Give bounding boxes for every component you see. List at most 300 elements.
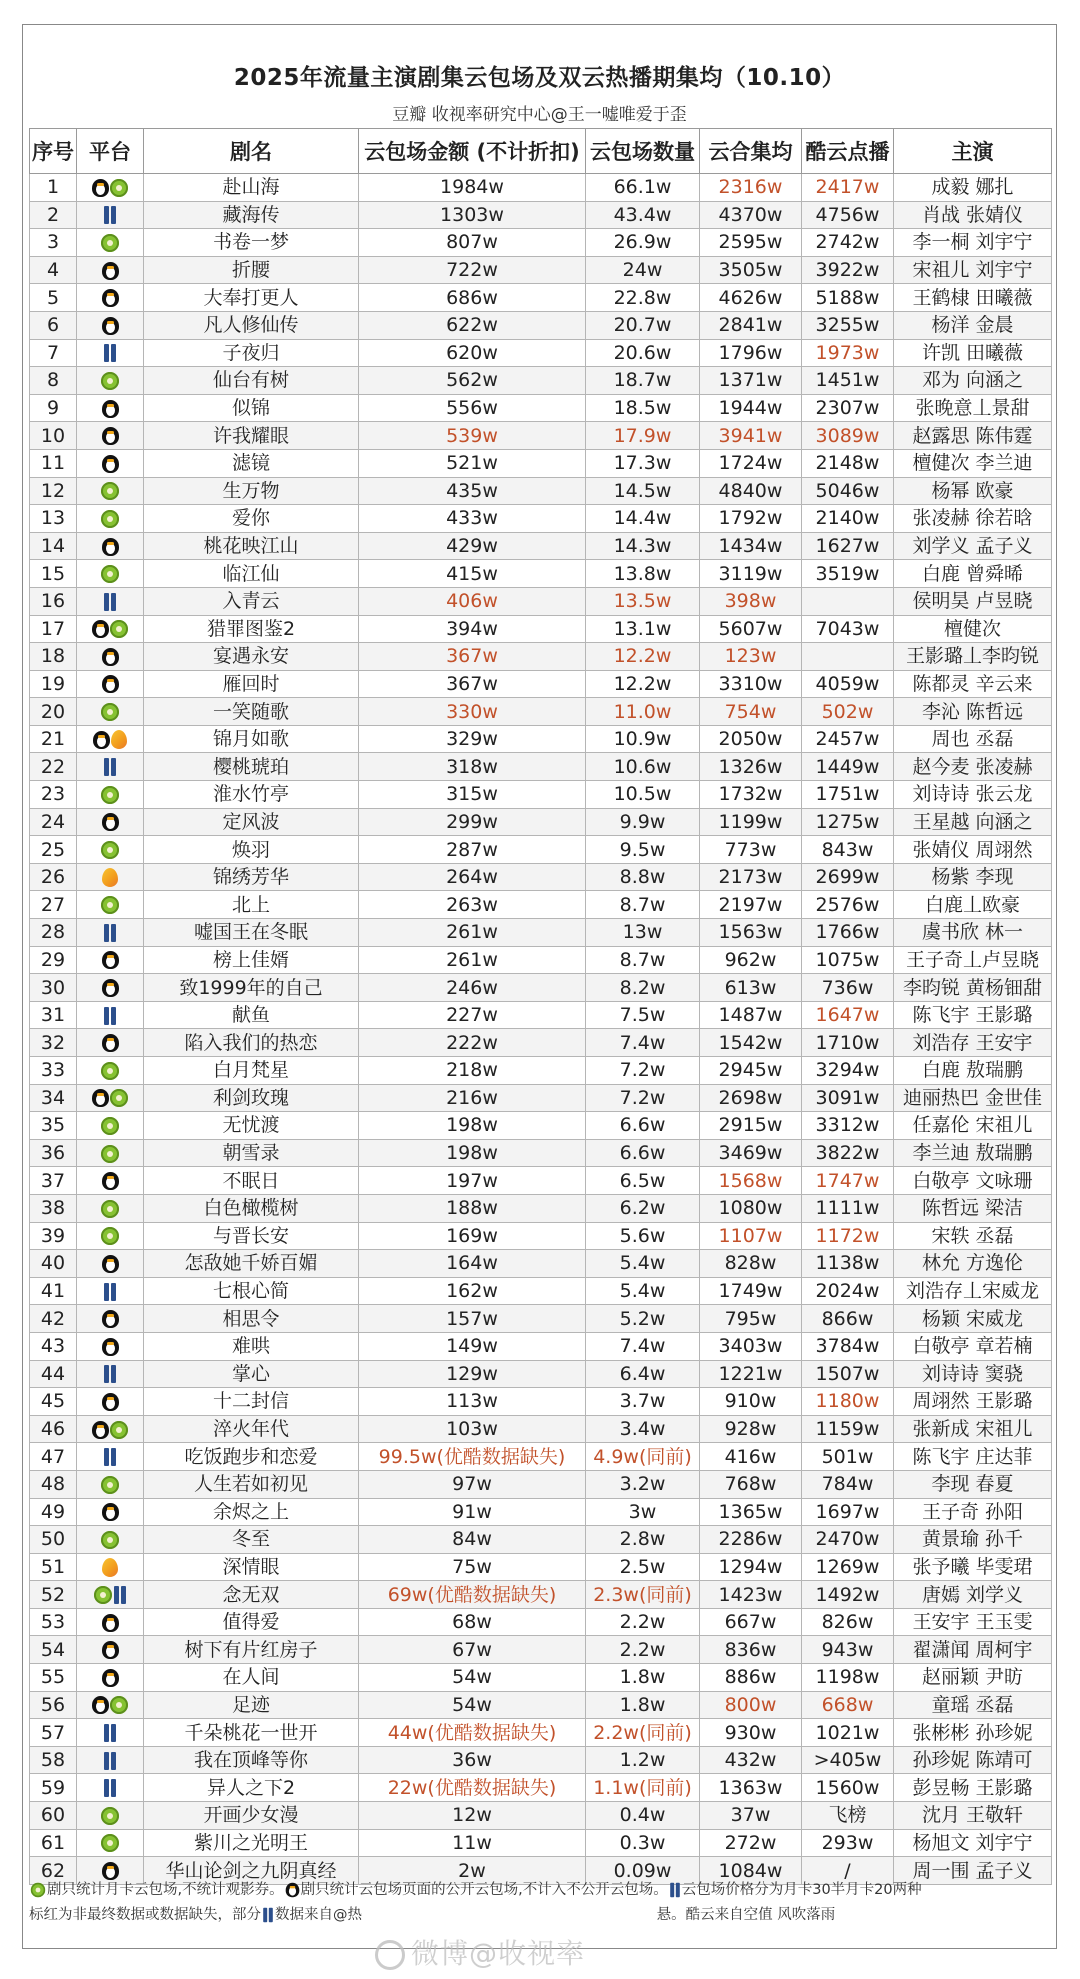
- cell-kuyun-vod: 2140w: [802, 505, 894, 533]
- cell-count: 2.8w: [586, 1526, 700, 1554]
- table-row: [30, 919, 1052, 947]
- footnote-text: 剧只统计云包场页面的公开云包场,不计入不公开云包场。: [300, 1882, 668, 1898]
- cell-platform: [77, 1057, 144, 1085]
- cell-no: 26: [30, 863, 77, 891]
- cell-count: 1.8w: [586, 1664, 700, 1692]
- cell-yunhe-avg: 2841w: [700, 311, 802, 339]
- cell-yunhe-avg: 2698w: [700, 1084, 802, 1112]
- cell-amount: 188w: [359, 1194, 586, 1222]
- cell-platform: [77, 201, 144, 229]
- cell-no: 40: [30, 1250, 77, 1278]
- cell-kuyun-vod: 3822w: [802, 1139, 894, 1167]
- cell-platform: [77, 781, 144, 809]
- cell-drama-name: 赴山海: [144, 174, 359, 202]
- cell-no: 57: [30, 1719, 77, 1747]
- cell-kuyun-vod: 736w: [802, 974, 894, 1002]
- cell-drama-name: 焕羽: [144, 836, 359, 864]
- cell-cast: 彭昱畅 王影璐: [894, 1774, 1052, 1802]
- platform-icons: [103, 206, 117, 224]
- cell-amount: 149w: [359, 1332, 586, 1360]
- cell-no: 46: [30, 1415, 77, 1443]
- cell-drama-name: 书卷一梦: [144, 229, 359, 257]
- cell-kuyun-vod: 2742w: [802, 229, 894, 257]
- cell-kuyun-vod: 3294w: [802, 1057, 894, 1085]
- table-row: [30, 229, 1052, 257]
- cell-cast: 李现 春夏: [894, 1470, 1052, 1498]
- cell-count: 20.6w: [586, 339, 700, 367]
- cell-kuyun-vod: 1451w: [802, 367, 894, 395]
- table-row: [30, 477, 1052, 505]
- platform-icons: [92, 179, 128, 197]
- iqiyi-icon: [101, 1834, 119, 1852]
- cell-no: 36: [30, 1139, 77, 1167]
- cell-drama-name: 榜上佳婿: [144, 946, 359, 974]
- tencent-icon: [102, 289, 119, 307]
- cell-platform: [77, 1443, 144, 1471]
- cell-platform: [77, 891, 144, 919]
- cell-kuyun-vod: 5046w: [802, 477, 894, 505]
- footnote-text: 剧只统计月卡云包场,不统计观影券。: [47, 1882, 284, 1898]
- cell-count: 6.6w: [586, 1139, 700, 1167]
- cell-cast: 张婧仪 周翊然: [894, 836, 1052, 864]
- platform-icons: [102, 262, 119, 280]
- cell-cast: 杨洋 金晨: [894, 311, 1052, 339]
- cell-count: 2.2w(同前): [586, 1719, 700, 1747]
- cell-kuyun-vod: 1647w: [802, 1001, 894, 1029]
- cell-kuyun-vod: 668w: [802, 1691, 894, 1719]
- iqiyi-icon: [101, 841, 119, 859]
- cell-drama-name: 深情眼: [144, 1553, 359, 1581]
- cell-yunhe-avg: 795w: [700, 1305, 802, 1333]
- cell-yunhe-avg: 1080w: [700, 1194, 802, 1222]
- table-row: [30, 256, 1052, 284]
- cell-drama-name: 吃饭跑步和恋爱: [144, 1443, 359, 1471]
- cell-amount: 394w: [359, 615, 586, 643]
- cell-amount: 103w: [359, 1415, 586, 1443]
- table-row: [30, 560, 1052, 588]
- cell-yunhe-avg: 773w: [700, 836, 802, 864]
- table-row: [30, 643, 1052, 671]
- cell-yunhe-avg: 1294w: [700, 1553, 802, 1581]
- cell-cast: 白鹿 曾舜晞: [894, 560, 1052, 588]
- cell-count: 8.7w: [586, 946, 700, 974]
- cell-yunhe-avg: 768w: [700, 1470, 802, 1498]
- cell-platform: [77, 1829, 144, 1857]
- table-row: [30, 1277, 1052, 1305]
- cell-no: 49: [30, 1498, 77, 1526]
- cell-yunhe-avg: 1724w: [700, 449, 802, 477]
- cell-drama-name: 异人之下2: [144, 1774, 359, 1802]
- cell-yunhe-avg: 754w: [700, 698, 802, 726]
- cell-platform: [77, 1470, 144, 1498]
- cell-no: 59: [30, 1774, 77, 1802]
- cell-drama-name: 爱你: [144, 505, 359, 533]
- cell-drama-name: 冬至: [144, 1526, 359, 1554]
- youku-icon: [669, 1883, 680, 1897]
- col-header-yunhe: 云合集均: [700, 129, 802, 174]
- tencent-icon: [92, 620, 109, 638]
- cell-amount: 75w: [359, 1553, 586, 1581]
- cell-platform: [77, 256, 144, 284]
- cell-yunhe-avg: 1107w: [700, 1222, 802, 1250]
- cell-platform: [77, 1498, 144, 1526]
- cell-count: 14.3w: [586, 532, 700, 560]
- cell-drama-name: 念无双: [144, 1581, 359, 1609]
- table-row: [30, 367, 1052, 395]
- cell-cast: 李兰迪 敖瑞鹏: [894, 1139, 1052, 1167]
- cell-yunhe-avg: 613w: [700, 974, 802, 1002]
- cell-amount: 129w: [359, 1360, 586, 1388]
- cell-count: 2.2w: [586, 1636, 700, 1664]
- cell-count: 3.2w: [586, 1470, 700, 1498]
- cell-drama-name: 十二封信: [144, 1388, 359, 1416]
- cell-platform: [77, 1415, 144, 1443]
- cell-no: 13: [30, 505, 77, 533]
- cell-amount: 1984w: [359, 174, 586, 202]
- platform-icons: [103, 593, 117, 611]
- cell-cast: 周一围 孟子义: [894, 1857, 1052, 1885]
- table-row: [30, 974, 1052, 1002]
- youku-icon: [103, 344, 117, 362]
- cell-cast: 白鹿丄欧豪: [894, 891, 1052, 919]
- cell-yunhe-avg: 1796w: [700, 339, 802, 367]
- tencent-icon: [285, 1883, 299, 1897]
- cell-amount: 2w: [359, 1857, 586, 1885]
- tencent-icon: [102, 317, 119, 335]
- cell-kuyun-vod: 1172w: [802, 1222, 894, 1250]
- cell-amount: 22w(优酷数据缺失): [359, 1774, 586, 1802]
- cell-yunhe-avg: 4626w: [700, 284, 802, 312]
- cell-count: 12.2w: [586, 643, 700, 671]
- cell-drama-name: 滤镜: [144, 449, 359, 477]
- cell-no: 6: [30, 311, 77, 339]
- cell-no: 43: [30, 1332, 77, 1360]
- platform-icons: [102, 648, 119, 666]
- iqiyi-icon: [101, 482, 119, 500]
- cell-platform: [77, 615, 144, 643]
- cell-drama-name: 怎敌她千娇百媚: [144, 1250, 359, 1278]
- cell-platform: [77, 670, 144, 698]
- table-row: [30, 1250, 1052, 1278]
- cell-yunhe-avg: 4840w: [700, 477, 802, 505]
- cell-amount: 318w: [359, 753, 586, 781]
- cell-platform: [77, 1112, 144, 1140]
- table-row: [30, 1802, 1052, 1830]
- tencent-icon: [102, 951, 119, 969]
- cell-amount: 406w: [359, 587, 586, 615]
- platform-icons: [103, 1365, 117, 1383]
- tencent-icon: [102, 648, 119, 666]
- cell-drama-name: 樱桃琥珀: [144, 753, 359, 781]
- cell-drama-name: 藏海传: [144, 201, 359, 229]
- cell-platform: [77, 1774, 144, 1802]
- cell-drama-name: 一笑随歌: [144, 698, 359, 726]
- tencent-icon: [102, 538, 119, 556]
- cell-cast: 杨幂 欧豪: [894, 477, 1052, 505]
- cell-kuyun-vod: 1198w: [802, 1664, 894, 1692]
- platform-icons: [102, 1641, 119, 1659]
- cell-platform: [77, 643, 144, 671]
- cell-drama-name: 千朵桃花一世开: [144, 1719, 359, 1747]
- footnote-text: 数据来自@热: [275, 1907, 362, 1923]
- cell-cast: 张凌赫 徐若晗: [894, 505, 1052, 533]
- footnote-line-2: [29, 1903, 1051, 1928]
- table-row: [30, 1470, 1052, 1498]
- table-row: [30, 1526, 1052, 1554]
- iqiyi-icon: [101, 1531, 119, 1549]
- cell-cast: 王子奇 孙阳: [894, 1498, 1052, 1526]
- cell-amount: 622w: [359, 311, 586, 339]
- cell-cast: 陈飞宇 王影璐: [894, 1001, 1052, 1029]
- cell-platform: [77, 919, 144, 947]
- cell-amount: 367w: [359, 670, 586, 698]
- youku-icon: [103, 1283, 117, 1301]
- ranking-table: [29, 128, 1052, 1885]
- cell-kuyun-vod: 1075w: [802, 946, 894, 974]
- iqiyi-icon: [110, 179, 128, 197]
- cell-amount: 562w: [359, 367, 586, 395]
- cell-cast: 孙珍妮 陈靖可: [894, 1746, 1052, 1774]
- cell-yunhe-avg: 1199w: [700, 808, 802, 836]
- footnote-line-1: [29, 1878, 1051, 1903]
- cell-no: 24: [30, 808, 77, 836]
- cell-drama-name: 陷入我们的热恋: [144, 1029, 359, 1057]
- cell-yunhe-avg: 1944w: [700, 394, 802, 422]
- youku-icon: [262, 1908, 273, 1922]
- cell-amount: 329w: [359, 725, 586, 753]
- cell-kuyun-vod: 1627w: [802, 532, 894, 560]
- platform-icons: [93, 730, 127, 749]
- platform-icons: [102, 317, 119, 335]
- cell-drama-name: 无忧渡: [144, 1112, 359, 1140]
- cell-amount: 287w: [359, 836, 586, 864]
- cell-count: 2.2w: [586, 1608, 700, 1636]
- cell-kuyun-vod: 7043w: [802, 615, 894, 643]
- platform-icons: [102, 813, 119, 831]
- cell-kuyun-vod: 1507w: [802, 1360, 894, 1388]
- platform-icons: [102, 951, 119, 969]
- cell-no: 31: [30, 1001, 77, 1029]
- cell-yunhe-avg: 272w: [700, 1829, 802, 1857]
- cell-platform: [77, 1084, 144, 1112]
- tencent-icon: [102, 455, 119, 473]
- cell-drama-name: 七根心简: [144, 1277, 359, 1305]
- cell-platform: [77, 339, 144, 367]
- table-row: [30, 1167, 1052, 1195]
- cell-kuyun-vod: 3519w: [802, 560, 894, 588]
- cell-drama-name: 我在顶峰等你: [144, 1746, 359, 1774]
- platform-icons: [101, 1807, 119, 1825]
- cell-amount: 222w: [359, 1029, 586, 1057]
- cell-no: 47: [30, 1443, 77, 1471]
- tencent-icon: [92, 1421, 109, 1439]
- cell-cast: 白鹿 敖瑞鹏: [894, 1057, 1052, 1085]
- youku-icon: [103, 924, 117, 942]
- table-row: [30, 1332, 1052, 1360]
- iqiyi-icon: [101, 1227, 119, 1245]
- cell-amount: 44w(优酷数据缺失): [359, 1719, 586, 1747]
- table-row: [30, 1415, 1052, 1443]
- cell-cast: 成毅 娜扎: [894, 174, 1052, 202]
- platform-icons: [102, 1338, 119, 1356]
- cell-drama-name: 北上: [144, 891, 359, 919]
- cell-no: 60: [30, 1802, 77, 1830]
- cell-yunhe-avg: 1084w: [700, 1857, 802, 1885]
- table-row: [30, 1305, 1052, 1333]
- iqiyi-icon: [110, 620, 128, 638]
- table-row: [30, 1719, 1052, 1747]
- cell-platform: [77, 1167, 144, 1195]
- tencent-icon: [92, 1089, 109, 1107]
- cell-yunhe-avg: 1363w: [700, 1774, 802, 1802]
- cell-cast: 赵露思 陈伟霆: [894, 422, 1052, 450]
- cell-amount: 197w: [359, 1167, 586, 1195]
- col-header-amount: 云包场金额 (不计折扣): [359, 129, 586, 174]
- cell-drama-name: 树下有片红房子: [144, 1636, 359, 1664]
- tencent-icon: [102, 1172, 119, 1190]
- tencent-icon: [102, 400, 119, 418]
- cell-cast: 宋轶 丞磊: [894, 1222, 1052, 1250]
- cell-platform: [77, 1526, 144, 1554]
- platform-icons: [101, 1200, 119, 1218]
- cell-drama-name: 子夜归: [144, 339, 359, 367]
- iqiyi-icon: [110, 1696, 128, 1714]
- table-row: [30, 1498, 1052, 1526]
- cell-count: 7.4w: [586, 1332, 700, 1360]
- cell-amount: 429w: [359, 532, 586, 560]
- cell-kuyun-vod: 1021w: [802, 1719, 894, 1747]
- cell-amount: 12w: [359, 1802, 586, 1830]
- cell-yunhe-avg: 398w: [700, 587, 802, 615]
- platform-icons: [102, 868, 118, 887]
- cell-kuyun-vod: 3312w: [802, 1112, 894, 1140]
- col-header-platform: 平台: [77, 129, 144, 174]
- cell-no: 25: [30, 836, 77, 864]
- cell-cast: 邓为 向涵之: [894, 367, 1052, 395]
- cell-platform: [77, 1360, 144, 1388]
- cell-count: 12.2w: [586, 670, 700, 698]
- cell-amount: 36w: [359, 1746, 586, 1774]
- cell-yunhe-avg: 2316w: [700, 174, 802, 202]
- cell-cast: 刘诗诗 窦骁: [894, 1360, 1052, 1388]
- cell-count: 26.9w: [586, 229, 700, 257]
- youku-icon: [113, 1586, 127, 1604]
- cell-amount: 54w: [359, 1664, 586, 1692]
- cell-kuyun-vod: 3784w: [802, 1332, 894, 1360]
- table-row: [30, 1194, 1052, 1222]
- cell-no: 27: [30, 891, 77, 919]
- cell-no: 12: [30, 477, 77, 505]
- table-row: [30, 587, 1052, 615]
- cell-kuyun-vod: 3922w: [802, 256, 894, 284]
- table-row: [30, 339, 1052, 367]
- platform-icons: [103, 924, 117, 942]
- cell-cast: 王子奇丄卢昱晓: [894, 946, 1052, 974]
- cell-amount: 97w: [359, 1470, 586, 1498]
- cell-count: 14.5w: [586, 477, 700, 505]
- cell-drama-name: 朝雪录: [144, 1139, 359, 1167]
- cell-amount: 91w: [359, 1498, 586, 1526]
- platform-icons: [101, 1834, 119, 1852]
- cell-no: 50: [30, 1526, 77, 1554]
- cell-no: 58: [30, 1746, 77, 1774]
- cell-no: 29: [30, 946, 77, 974]
- cell-platform: [77, 808, 144, 836]
- cell-platform: [77, 1746, 144, 1774]
- iqiyi-icon: [101, 1807, 119, 1825]
- cell-amount: 261w: [359, 919, 586, 947]
- cell-drama-name: 紫川之光明王: [144, 1829, 359, 1857]
- cell-no: 32: [30, 1029, 77, 1057]
- tencent-icon: [102, 1669, 119, 1687]
- tencent-icon: [102, 1338, 119, 1356]
- platform-icons: [101, 1531, 119, 1549]
- cell-cast: 王鹤棣 田曦薇: [894, 284, 1052, 312]
- cell-cast: 林允 方逸伦: [894, 1250, 1052, 1278]
- cell-no: 38: [30, 1194, 77, 1222]
- cell-drama-name: 相思令: [144, 1305, 359, 1333]
- cell-platform: [77, 560, 144, 588]
- cell-kuyun-vod: 784w: [802, 1470, 894, 1498]
- table-row: [30, 201, 1052, 229]
- cell-platform: [77, 1581, 144, 1609]
- platform-icons: [102, 1310, 119, 1328]
- cell-yunhe-avg: 3403w: [700, 1332, 802, 1360]
- table-row: [30, 1691, 1052, 1719]
- cell-no: 30: [30, 974, 77, 1002]
- cell-no: 61: [30, 1829, 77, 1857]
- table-row: [30, 505, 1052, 533]
- cell-cast: 陈飞宇 庄达菲: [894, 1443, 1052, 1471]
- cell-cast: 任嘉伦 宋祖儿: [894, 1112, 1052, 1140]
- cell-amount: 807w: [359, 229, 586, 257]
- platform-icons: [103, 1448, 117, 1466]
- cell-drama-name: 生万物: [144, 477, 359, 505]
- cell-kuyun-vod: 5188w: [802, 284, 894, 312]
- cell-kuyun-vod: 502w: [802, 698, 894, 726]
- cell-no: 21: [30, 725, 77, 753]
- cell-cast: 张新成 宋祖儿: [894, 1415, 1052, 1443]
- cell-platform: [77, 505, 144, 533]
- cell-count: 0.09w: [586, 1857, 700, 1885]
- cell-platform: [77, 946, 144, 974]
- tencent-icon: [102, 675, 119, 693]
- cell-no: 18: [30, 643, 77, 671]
- cell-drama-name: 仙台有树: [144, 367, 359, 395]
- cell-drama-name: 锦绣芳华: [144, 863, 359, 891]
- cell-platform: [77, 532, 144, 560]
- cell-no: 54: [30, 1636, 77, 1664]
- cell-drama-name: 淬火年代: [144, 1415, 359, 1443]
- cell-platform: [77, 587, 144, 615]
- cell-yunhe-avg: 3505w: [700, 256, 802, 284]
- cell-count: 5.4w: [586, 1250, 700, 1278]
- platform-icons: [103, 1007, 117, 1025]
- cell-yunhe-avg: 1434w: [700, 532, 802, 560]
- cell-no: 41: [30, 1277, 77, 1305]
- cell-drama-name: 猎罪图鉴2: [144, 615, 359, 643]
- cell-drama-name: 嘘国王在冬眠: [144, 919, 359, 947]
- cell-count: 24w: [586, 256, 700, 284]
- mango-icon: [102, 1558, 118, 1577]
- cell-no: 4: [30, 256, 77, 284]
- table-row: [30, 311, 1052, 339]
- cell-drama-name: 临江仙: [144, 560, 359, 588]
- cell-cast: 赵今麦 张凌赫: [894, 753, 1052, 781]
- platform-icons: [101, 896, 119, 914]
- platform-icons: [102, 1558, 118, 1577]
- cell-drama-name: 足迹: [144, 1691, 359, 1719]
